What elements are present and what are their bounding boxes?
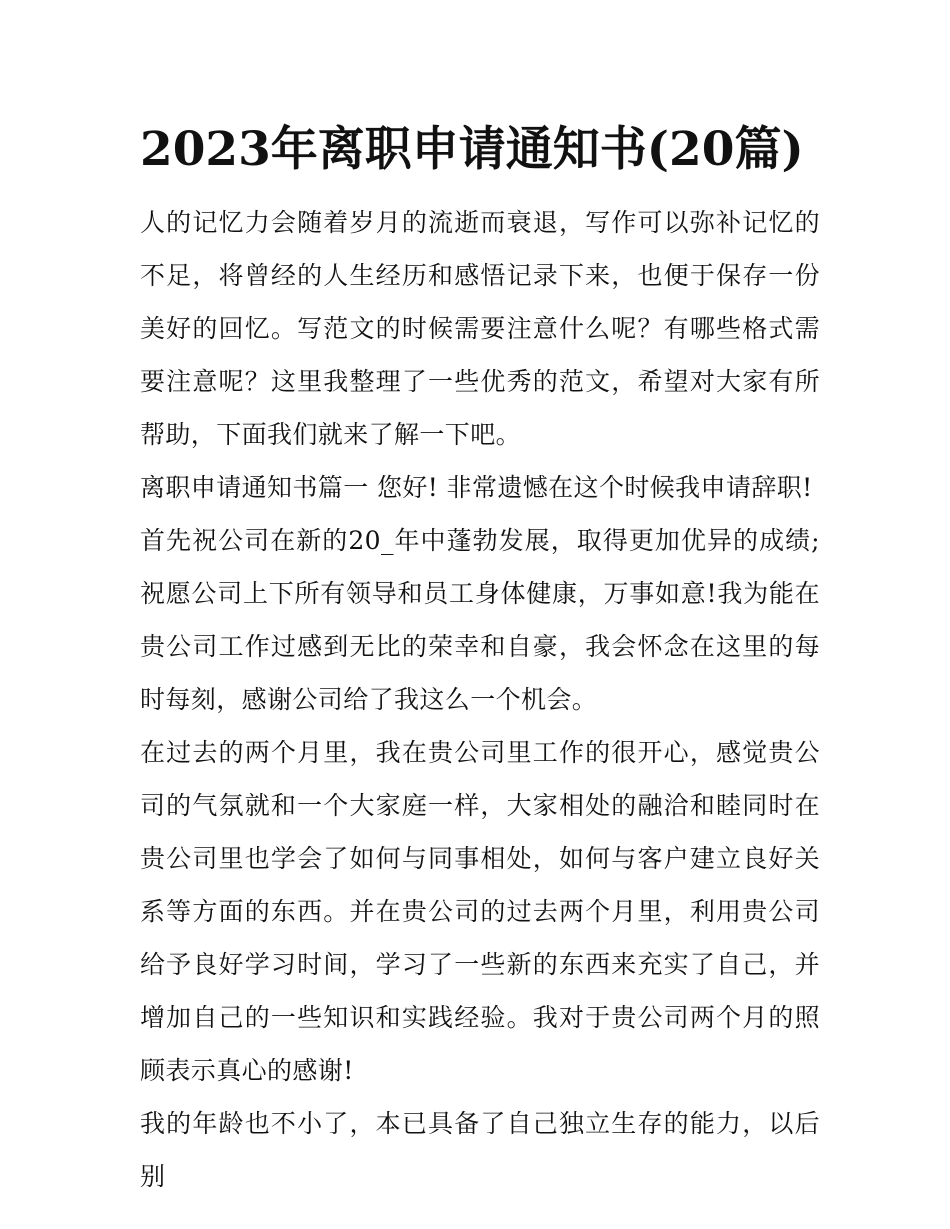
paragraph-experience: 在过去的两个月里，我在贵公司里工作的很开心，感觉贵公司的气氛就和一个大家庭一样，大家相处的融洽和睦同时在贵公司里也学会了如何与同事相处，如何与客户建立良好关系等方面的东西。并在贵公司的过去两个月里，利用贵公司给予良好学习时间，学习了一些新的东西来充实了自己，并增加自己的一些知识和实践经验。我对于贵公司两个月的照顾表示真心的感谢! <box>140 738 820 1085</box>
paragraph-age: 我的年龄也不小了，本已具备了自己独立生存的能力，以后别 <box>140 1109 820 1191</box>
document-body <box>140 196 820 1203</box>
document-title: 2023年离职申请通知书(20篇) <box>140 122 804 177</box>
paragraph-intro: 人的记忆力会随着岁月的流逝而衰退，写作可以弥补记忆的不足，将曾经的人生经历和感悟记录下来，也便于保存一份美好的回忆。写范文的时候需要注意什么呢？有哪些格式需要注意呢？这里我整理了一些优秀的范文，希望对大家有所帮助，下面我们就来了解一下吧。 <box>140 208 820 449</box>
paragraph-wishes: 首先祝公司在新的20_年中蓬勃发展，取得更加优异的成绩;祝愿公司上下所有领导和员工身体健康，万事如意!我为能在贵公司工作过感到无比的荣幸和自豪，我会怀念在这里的每时每刻，感谢公司给了我这么一个机会。 <box>140 526 820 714</box>
paragraph-greeting: 离职申请通知书篇一 您好! 非常遗憾在这个时候我申请辞职! <box>140 473 813 502</box>
